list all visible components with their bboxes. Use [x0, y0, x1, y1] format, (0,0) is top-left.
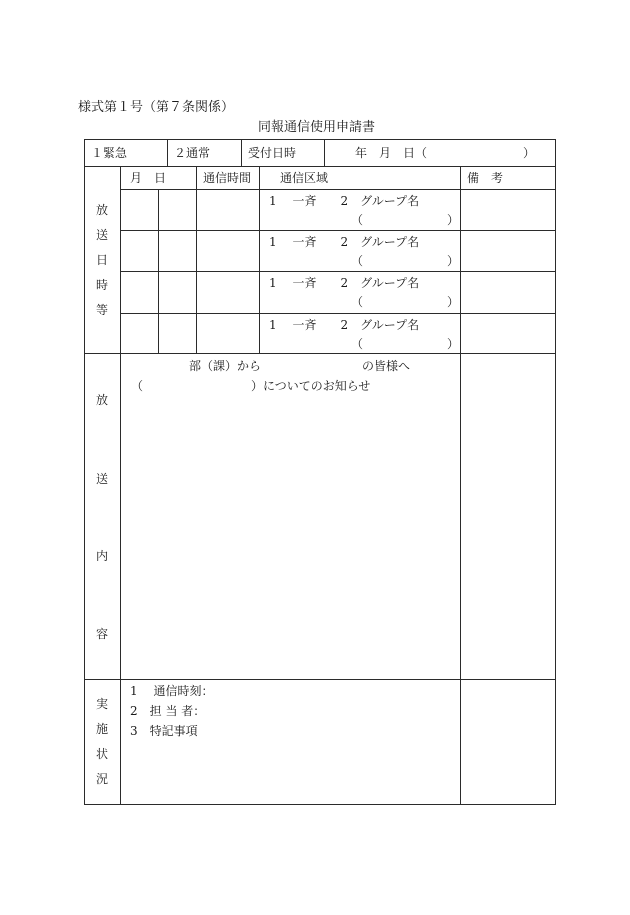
status-label-char: 況 [95, 772, 108, 786]
form-title: 同報通信使用申請書 [258, 120, 376, 135]
row-4-group-name: （ ） [351, 337, 460, 351]
content-label-char: 内 [95, 549, 108, 563]
status-label-char: 実 [95, 697, 108, 711]
row-2-area-options: 1 一斉 2 グループ名 [269, 235, 420, 249]
row-3-group-name: （ ） [351, 295, 460, 309]
status-comm-time: 1 通信時刻： [130, 684, 214, 698]
received-datetime-value: 年 月 日（ ） [355, 146, 536, 160]
row-3-area-options: 1 一斉 2 グループ名 [269, 276, 420, 290]
row-4-area-options: 1 一斉 2 グループ名 [269, 318, 420, 332]
status-label-char: 施 [95, 722, 108, 736]
broadcast-dates-label-char: 等 [95, 303, 108, 317]
column-comm-area: 通信区域 [280, 171, 329, 185]
content-label-char: 送 [95, 472, 108, 486]
urgent-option: １緊急 [91, 146, 128, 160]
broadcast-dates-label-char: 放 [95, 203, 108, 217]
normal-option: ２通常 [174, 146, 211, 160]
row-1-area-options: 1 一斉 2 グループ名 [269, 194, 420, 208]
status-person-in-charge: 2 担 当 者： [130, 704, 206, 718]
content-notice-line: （ ）についてのお知らせ [131, 379, 371, 393]
broadcast-dates-label-char: 日 [95, 253, 108, 267]
status-label-char: 状 [95, 747, 108, 761]
broadcast-dates-label-char: 時 [95, 278, 108, 292]
content-to-everyone: の皆様へ [362, 359, 411, 373]
status-special-notes: 3 特記事項 [130, 724, 198, 738]
column-month-day: 月 日 [130, 171, 167, 185]
broadcast-dates-label-char: 送 [95, 228, 108, 242]
form-number: 様式第１号（第７条関係） [78, 100, 235, 115]
column-comm-time: 通信時間 [203, 171, 252, 185]
received-datetime-label: 受付日時 [248, 146, 297, 160]
row-2-group-name: （ ） [351, 254, 460, 268]
content-label-char: 容 [95, 627, 108, 641]
row-1-group-name: （ ） [351, 213, 460, 227]
content-dept-from: 部（課）から [189, 359, 262, 373]
content-label-char: 放 [95, 393, 108, 407]
column-remarks: 備 考 [467, 171, 504, 185]
